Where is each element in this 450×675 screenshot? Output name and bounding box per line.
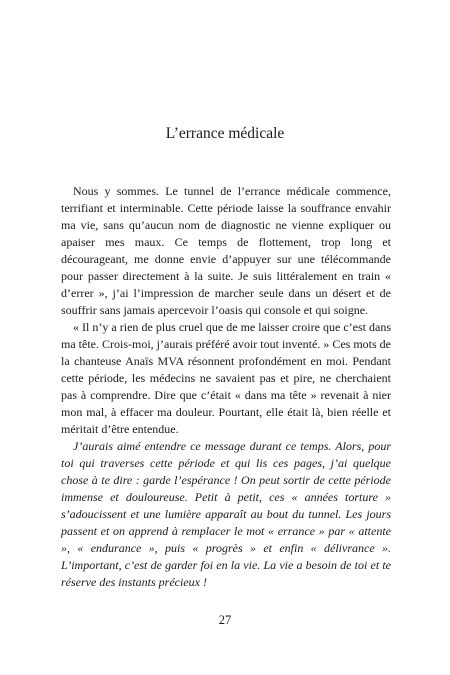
paragraph-3-italic-message: J’aurais aimé entendre ce message durant ce temps. Alors, pour toi qui traverses cette période et qui lis ces pages, j’ai quelque chose à te dire : garde l’espérance ! On peut sortir de cette période immense et douloureuse. Petit à petit, ces « années torture » s’adoucissent et une lumière apparaît au bout du tunnel. Les jours passent et on apprend à remplacer le mot « errance » par « attente », « endurance », puis « progrès » et enfin « délivrance ». L’important, c’est de garder foi en la vie. La vie a besoin de toi et te réserve des instants précieux ! [61, 439, 391, 589]
chapter-body [61, 183, 391, 591]
chapter-title: L’errance médicale [165, 125, 285, 142]
paragraph-1: Nous y sommes. Le tunnel de l’errance médicale commence, terrifiant et interminable. Cette période laisse la souffrance envahir ma vie, sans qu’aucun nom de diagnostic ne vienne expliquer ou apaiser mes maux. Ce temps de flottement, trop long et décourageant, me donne envie d’appuyer sur une télécommande pour passer directement à la suite. Je suis littéralement en train « d’errer », j’ai l’impression de marcher seule dans un désert et de souffrir sans jamais apercevoir l’oasis qui console et qui soigne. [61, 184, 391, 317]
paragraph-2: « Il n’y a rien de plus cruel que de me laisser croire que c’est dans ma tête. Crois-moi, j’aurais préféré avoir tout inventé. » Ces mots de la chanteuse Anaïs MVA résonnent profondément en moi. Pendant cette période, les médecins ne savaient pas et pire, ne cherchaient pas à comprendre. Dire que c’était « dans ma tête » revenait à nier mon mal, à effacer ma douleur. Pourtant, elle était là, bien réelle et méritait d’être entendue. [61, 320, 391, 436]
page-number: 27 [218, 613, 232, 627]
